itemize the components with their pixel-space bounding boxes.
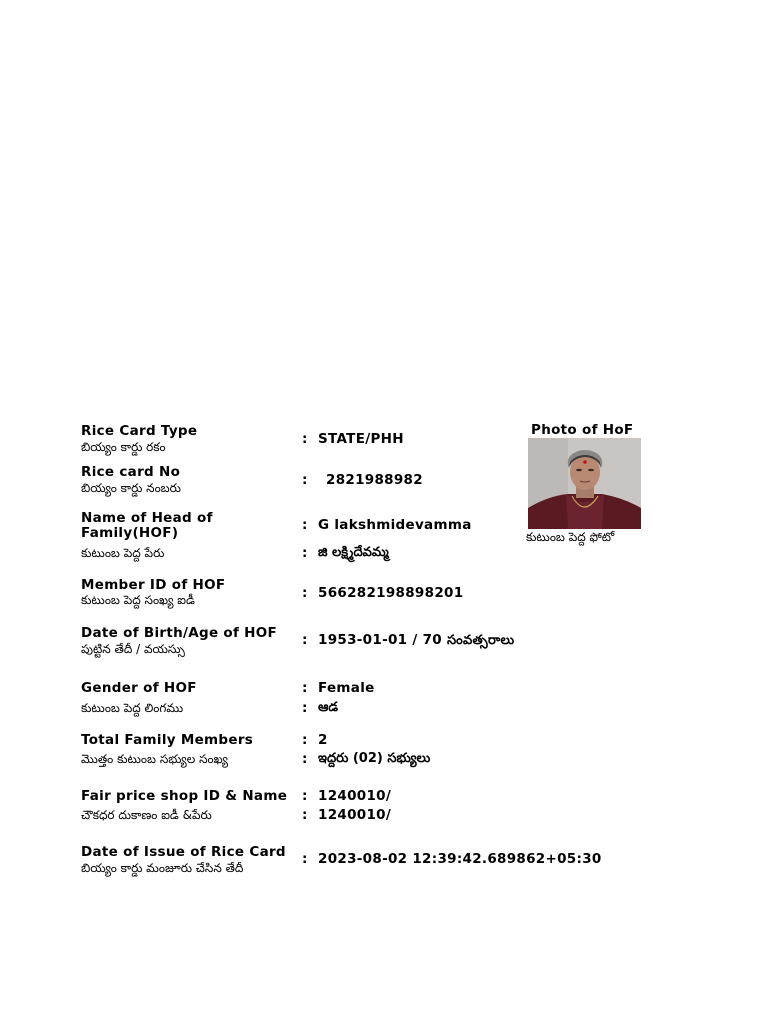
family-members-value-te: ఇద్దరు (02) సభ్యులు [318,751,431,766]
gender-label: Gender of HOF [81,680,197,696]
rice-card-type-value: STATE/PHH [318,431,404,447]
dob-value [318,633,514,648]
colon: : [302,807,308,823]
fps-label: Fair price shop ID & Name [81,788,288,804]
fps-label-te: చౌకధర దుకాణం ఐడీ &పేరు [81,808,212,822]
issue-date-label: Date of Issue of Rice Card [81,844,286,860]
member-id-label: Member ID of HOF [81,577,226,593]
hof-name-label-te: కుటుంబ పెద్ద పేరు [81,546,165,560]
dob-date-age: 1953-01-01 / 70 [318,632,442,648]
colon: : [302,680,308,696]
gender-value-te: ఆడ [318,700,338,715]
colon: : [302,545,308,561]
member-id-label-te: కుటుంబ పెద్ద సంఖ్య ఐడీ [81,593,195,607]
rice-card-no-label-te: బియ్యం కార్డు నంబరు [81,481,181,495]
photo-title: Photo of HoF [531,422,634,438]
colon: : [302,851,308,867]
family-members-label-te: మొత్తం కుటుంబ సభ్యుల సంఖ్య [81,752,229,766]
colon: : [302,788,308,804]
rice-card-type-label: Rice Card Type [81,423,198,439]
family-members-label: Total Family Members [81,732,254,748]
fps-value-te: 1240010/ [318,807,392,823]
rice-card-type-label-te: బియ్యం కార్డు రకం [81,440,166,454]
hof-name-value: G lakshmidevamma [318,517,472,533]
member-id-value: 566282198898201 [318,585,464,601]
photo-caption-te: కుటుంబ పెద్ద ఫోటో [526,530,615,544]
issue-date-value: 2023-08-02 12:39:42.689862+05:30 [318,851,602,867]
issue-date-label-te: బియ్యం కార్డు మంజూరు చేసిన తేదీ [81,861,244,875]
colon: : [302,700,308,716]
fps-value: 1240010/ [318,788,392,804]
dob-label-te: పుట్టిన తేదీ / వయస్సు [81,642,185,656]
rice-card-no-value: 2821988982 [326,472,423,488]
dob-label: Date of Birth/Age of HOF [81,625,278,641]
family-members-value: 2 [318,732,328,748]
gender-value: Female [318,680,375,696]
hof-name-label-line2: Family(HOF) [81,525,179,541]
colon: : [302,632,308,648]
hof-name-value-te: జి లక్ష్మిదేవమ్మ [318,545,389,560]
dob-years-te: సంవత్సరాలు [446,633,515,648]
colon: : [302,472,308,488]
colon: : [302,751,308,767]
hof-name-label-line1: Name of Head of [81,510,213,526]
gender-label-te: కుటుంబ పెద్ద లింగము [81,701,184,715]
colon: : [302,585,308,601]
colon: : [302,431,308,447]
hof-photo-image [528,438,641,529]
hof-photo [528,438,641,529]
colon: : [302,732,308,748]
colon: : [302,517,308,533]
rice-card-no-label: Rice card No [81,464,181,480]
